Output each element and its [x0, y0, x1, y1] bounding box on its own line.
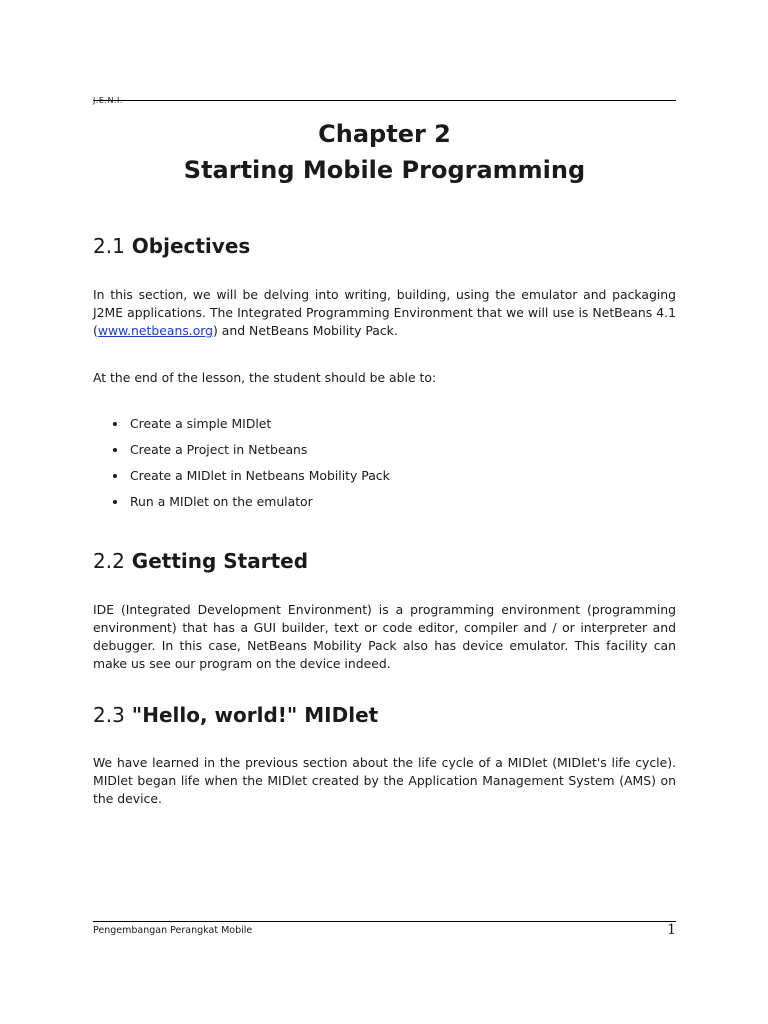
list-item — [93, 441, 676, 467]
page-header — [93, 88, 676, 105]
header-text: J.E.N.I. — [93, 96, 123, 105]
chapter-heading — [93, 116, 676, 188]
list-item-text: Run a MIDlet on the emulator — [130, 494, 313, 509]
objectives-text-start: In this section, we will be delving into writing, building, using the emulator and packaging J2ME applications. The Integrated Programming Environment that we will use is NetBeans 4.1 ( — [93, 287, 676, 338]
list-item-text: Create a simple MIDlet — [130, 416, 272, 431]
objectives-list — [93, 415, 676, 519]
section-heading-objectives — [93, 233, 250, 259]
list-item-text: Create a MIDlet in Netbeans Mobility Pack — [130, 468, 390, 483]
section-number: 2.2 — [93, 549, 125, 573]
section-heading-getting-started — [93, 548, 308, 574]
bullet-icon — [113, 422, 117, 426]
netbeans-link[interactable]: www.netbeans.org — [97, 323, 214, 338]
document-page — [93, 0, 676, 1024]
section-title: "Hello, world!" MIDlet — [131, 703, 379, 727]
objectives-text-end: ) and NetBeans Mobility Pack. — [213, 323, 398, 338]
list-item — [93, 493, 676, 519]
section-heading-hello-world — [93, 702, 378, 728]
bullet-icon — [113, 448, 117, 452]
section-title: Getting Started — [131, 549, 309, 573]
page-footer — [93, 921, 676, 942]
chapter-label: Chapter 2 — [318, 120, 451, 148]
objectives-paragraph — [93, 286, 676, 340]
list-item-text: Create a Project in Netbeans — [130, 442, 308, 457]
section-title: Objectives — [131, 234, 251, 258]
chapter-title: Starting Mobile Programming — [183, 156, 586, 184]
hello-world-paragraph: We have learned in the previous section about the life cycle of a MIDlet (MIDlet's life cycle). MIDlet began life when the MIDlet created by the Application Management System (AMS) on the device. — [93, 755, 676, 806]
page-number: 1 — [667, 922, 676, 938]
getting-started-paragraph: IDE (Integrated Development Environment) is a programming environment (programming environment) that has a GUI builder, text or code editor, compiler and / or interpreter and debugger. In this case, NetBeans Mobility Pack also has device emulator. This facility can make us see our program on the device indeed. — [93, 602, 676, 671]
list-item — [93, 467, 676, 493]
section-number: 2.3 — [93, 703, 125, 727]
bullet-icon — [113, 474, 117, 478]
footer-text: Pengembangan Perangkat Mobile — [93, 925, 253, 936]
list-item — [93, 415, 676, 441]
bullet-icon — [113, 500, 117, 504]
section-number: 2.1 — [93, 234, 125, 258]
objectives-intro-paragraph: At the end of the lesson, the student should be able to: — [93, 370, 437, 385]
